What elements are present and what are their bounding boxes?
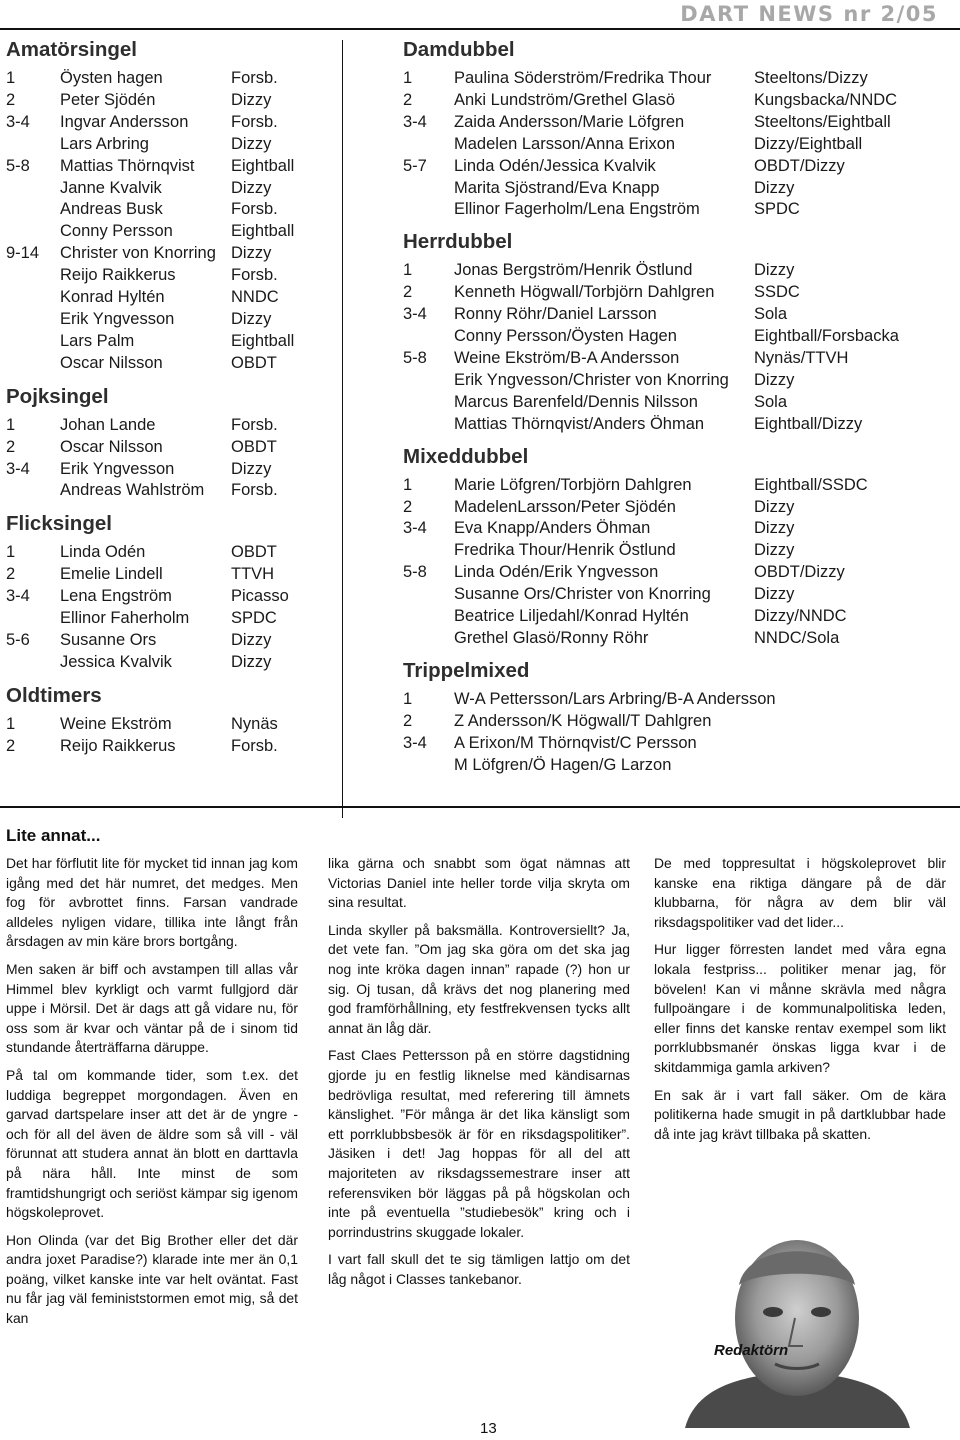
result-place: 2 [6, 565, 16, 584]
result-place: 3-4 [6, 459, 30, 478]
section-divider [0, 806, 960, 808]
result-name: Mattias Thörnqvist/Anders Öhman [454, 414, 705, 433]
result-row [6, 243, 336, 265]
result-club: Dizzy [754, 585, 795, 604]
result-name: Ellinor Fagerholm/Lena Engström [454, 200, 700, 219]
result-club: Forsb. [231, 266, 278, 285]
result-club: Dizzy [754, 370, 795, 389]
result-name: Z Andersson/K Högwall/T Dahlgren [454, 711, 712, 730]
result-row [403, 68, 943, 90]
result-name: Weine Ekström [60, 714, 172, 733]
result-name: Conny Persson/Öysten Hagen [454, 327, 677, 346]
article-paragraph: Linda skyller på baksmälla. Kontroversiellt? Ja, det vete fan. ”Om jag ska göra om det ska jag nog inte kröka dagen innan” rapade (?) hon ur sig. Oj tusan, då krävs det nog planering med god framförhållning, ety festfrekvensen tycks allt annat än låg där. [328, 921, 630, 1036]
result-row [403, 606, 943, 628]
photo-caption: Redaktörn [714, 1342, 789, 1359]
result-club: Dizzy [754, 261, 795, 280]
result-name: Andreas Wahlström [60, 481, 205, 500]
result-club: Dizzy [231, 90, 272, 109]
article-paragraph: De med toppresultat i högskoleprovet blir kanske ena riktiga dängare på de där klubbarna, för några av dem blir väl riksdagspolitiker vad det lider... [654, 855, 946, 930]
article-column-2 [328, 854, 630, 1297]
result-name: Eva Knapp/Anders Öhman [454, 519, 651, 538]
result-place: 2 [403, 497, 413, 516]
result-place: 1 [6, 543, 16, 562]
result-club: Forsb. [231, 481, 278, 500]
result-row [6, 353, 336, 375]
result-row [403, 392, 943, 414]
result-row [403, 282, 943, 304]
result-place: 3-4 [403, 112, 427, 131]
result-row [403, 326, 943, 348]
result-place: 1 [403, 689, 413, 708]
results-section [403, 38, 943, 221]
result-name: Marita Sjöstrand/Eva Knapp [454, 178, 660, 197]
result-club: TTVH [231, 565, 275, 584]
result-club: Dizzy [231, 244, 272, 263]
result-row [403, 689, 943, 711]
result-place [403, 540, 454, 562]
result-club: Sola [754, 392, 788, 411]
result-row [6, 331, 336, 353]
result-row [6, 134, 336, 156]
result-row [403, 199, 943, 221]
result-row [403, 628, 943, 650]
result-place [6, 309, 60, 331]
result-club: SPDC [231, 609, 277, 628]
result-place [403, 370, 454, 392]
result-place [403, 606, 454, 628]
result-club: NNDC/Sola [754, 628, 840, 647]
result-place: 1 [6, 69, 16, 87]
result-row [6, 199, 336, 221]
result-row [6, 178, 336, 200]
result-club: Forsb. [231, 200, 278, 219]
result-row [403, 518, 943, 540]
result-row [6, 112, 336, 134]
result-club: OBDT [231, 543, 277, 562]
result-club: Dizzy [754, 178, 795, 197]
result-name: Reijo Raikkerus [60, 266, 176, 285]
section-title: Oldtimers [6, 683, 102, 707]
result-place: 3-4 [403, 305, 427, 324]
result-name: Oscar Nilsson [60, 437, 163, 456]
result-club: OBDT/Dizzy [754, 156, 845, 175]
result-name: MadelenLarsson/Peter Sjödén [454, 497, 676, 516]
result-place: 3-4 [6, 112, 30, 131]
result-club: Eightball/SSDC [754, 475, 868, 494]
result-row [6, 652, 336, 674]
result-row [6, 480, 336, 502]
results-section [6, 385, 336, 503]
result-row [403, 260, 943, 282]
result-place: 2 [6, 736, 16, 755]
result-place: 9-14 [6, 244, 40, 263]
result-row [403, 584, 943, 606]
results-section [6, 684, 336, 758]
result-row [6, 542, 336, 564]
result-row [6, 265, 336, 287]
result-place [6, 353, 60, 375]
result-place: 5-6 [6, 630, 30, 649]
result-place: 5-8 [403, 348, 427, 367]
result-name: Erik Yngvesson [60, 309, 175, 328]
result-place [6, 199, 60, 221]
result-name: Oscar Nilsson [60, 353, 163, 372]
result-name: Mattias Thörnqvist [60, 156, 195, 175]
result-club: Steeltons/Eightball [754, 112, 891, 131]
result-club: Picasso [231, 587, 289, 606]
result-club: Sola [754, 305, 788, 324]
result-club: Forsb. [231, 736, 278, 755]
result-row [403, 90, 943, 112]
result-club: Forsb. [231, 69, 278, 87]
result-place: 1 [6, 415, 16, 434]
result-name: Anki Lundström/Grethel Glasö [454, 90, 676, 109]
result-place: 2 [403, 711, 413, 730]
result-row [403, 370, 943, 392]
result-name: Susanne Ors/Christer von Knorring [454, 585, 711, 604]
result-name: Johan Lande [60, 415, 156, 434]
result-name: Emelie Lindell [60, 565, 163, 584]
result-place [403, 584, 454, 606]
result-place [403, 628, 454, 650]
result-row [6, 630, 336, 652]
result-club: SSDC [754, 283, 800, 302]
result-club: Dizzy [231, 652, 272, 671]
result-place [6, 331, 60, 353]
result-name: Kenneth Högwall/Torbjörn Dahlgren [454, 283, 715, 302]
article-paragraph: Men saken är biff och avstampen till allas vår Himmel blev kyrkligt och varmt fullgjord där uppe i Mörsil. Det är dags att gå vidare nu, för oss som är kvar och väntar på de i sinom tid stundande återträffarna däruppe. [6, 960, 298, 1056]
result-row [403, 755, 943, 777]
result-place [6, 134, 60, 156]
result-place: 2 [403, 283, 413, 302]
result-club: Eightball [231, 222, 295, 241]
result-club: OBDT [231, 353, 277, 372]
result-club: Dizzy/NNDC [754, 607, 847, 626]
result-name: Lena Engström [60, 587, 172, 606]
result-row [403, 733, 943, 755]
result-club: Dizzy [231, 630, 272, 649]
result-row [403, 156, 943, 178]
result-place [403, 134, 454, 156]
result-name: Linda Odén [60, 543, 146, 562]
result-row [403, 475, 943, 497]
result-name: Paulina Söderström/Fredrika Thour [454, 69, 712, 87]
result-row [403, 134, 943, 156]
result-row [6, 459, 336, 481]
result-club: Dizzy [754, 519, 795, 538]
result-row [6, 68, 336, 90]
result-name: A Erixon/M Thörnqvist/C Persson [454, 733, 697, 752]
result-place [403, 755, 454, 777]
result-club: Kungsbacka/NNDC [754, 90, 898, 109]
result-place [6, 265, 60, 287]
result-club: Eightball/Forsbacka [754, 327, 899, 346]
result-name: Peter Sjödén [60, 90, 156, 109]
result-place: 1 [6, 714, 16, 733]
section-title: Amatörsingel [6, 38, 137, 61]
result-row [6, 287, 336, 309]
result-place: 2 [6, 437, 16, 456]
result-name: Linda Odén/Jessica Kvalvik [454, 156, 656, 175]
result-row [6, 309, 336, 331]
section-title: Flicksingel [6, 512, 112, 536]
result-row [403, 178, 943, 200]
result-place: 2 [6, 90, 16, 109]
result-place [6, 221, 60, 243]
result-club: Forsb. [231, 415, 278, 434]
results-section [403, 445, 943, 650]
result-club: OBDT/Dizzy [754, 563, 845, 582]
result-club: NNDC [231, 288, 279, 307]
result-name: M Löfgren/Ö Hagen/G Larzon [454, 755, 672, 774]
results-section [6, 512, 336, 673]
result-name: Reijo Raikkerus [60, 736, 176, 755]
result-place [6, 608, 60, 630]
result-name: Susanne Ors [60, 630, 157, 649]
result-row [403, 304, 943, 326]
result-place [6, 652, 60, 674]
result-place [6, 287, 60, 309]
result-club: Nynäs/TTVH [754, 348, 849, 367]
result-row [403, 497, 943, 519]
result-row [403, 562, 943, 584]
result-row [6, 415, 336, 437]
result-row [403, 414, 943, 436]
editor-photo [655, 1200, 938, 1428]
result-name: Marie Löfgren/Torbjörn Dahlgren [454, 475, 692, 494]
result-club: SPDC [754, 200, 800, 219]
result-place: 3-4 [6, 587, 30, 606]
left-results-column [6, 38, 336, 758]
editor-portrait-image [655, 1200, 938, 1428]
result-row [6, 714, 336, 736]
article-paragraph: En sak är i vart fall säker. Om de kära politikerna hade smugit in på dartklubbar hade då inte jag krävt tillbaka på skatten. [654, 1086, 946, 1142]
result-row [6, 608, 336, 630]
results-section [6, 38, 336, 375]
result-club: Nynäs [231, 714, 278, 733]
result-name: Jessica Kvalvik [60, 652, 172, 671]
masthead: DART NEWS nr 2/05 [680, 2, 938, 26]
result-row [403, 711, 943, 733]
result-place: 2 [403, 90, 413, 109]
result-name: Conny Persson [60, 222, 173, 241]
result-row [6, 437, 336, 459]
result-place [6, 480, 60, 502]
result-club: Dizzy [754, 497, 795, 516]
section-title: Damdubbel [403, 38, 515, 61]
result-place: 1 [403, 475, 413, 494]
article-paragraph: I vart fall skull det te sig tämligen lattjo om det låg något i Classes tankebanor. [328, 1251, 630, 1287]
result-place [403, 326, 454, 348]
article-paragraph: Det har förflutit lite för mycket tid innan jag kom igång med det här numret, det medges. Men fog för avbrottet finns. Farsan vandrade alldeles nyligen vidare, tillika inte långt från årsdagen av min käre brors bortgång. [6, 855, 298, 950]
result-row [403, 112, 943, 134]
result-name: Ingvar Andersson [60, 112, 189, 131]
result-club: Steeltons/Dizzy [754, 69, 868, 87]
result-club: Eightball [231, 156, 295, 175]
result-place: 5-7 [403, 156, 427, 175]
result-name: Konrad Hyltén [60, 288, 165, 307]
result-place [403, 392, 454, 414]
result-club: Dizzy [231, 309, 272, 328]
top-rule [0, 28, 960, 30]
result-name: Lars Palm [60, 331, 135, 350]
result-name: Weine Ekström/B-A Andersson [454, 348, 680, 367]
result-name: Marcus Barenfeld/Dennis Nilsson [454, 392, 698, 411]
result-row [403, 348, 943, 370]
result-place [403, 178, 454, 200]
result-row [6, 736, 336, 758]
result-name: Erik Yngvesson/Christer von Knorring [454, 370, 729, 389]
results-section [403, 230, 943, 435]
result-name: Ellinor Faherholm [60, 609, 190, 628]
section-title: Herrdubbel [403, 230, 513, 254]
result-name: Jonas Bergström/Henrik Östlund [454, 261, 693, 280]
right-results-column [403, 38, 943, 776]
result-place [403, 199, 454, 221]
result-name: Madelen Larsson/Anna Erixon [454, 134, 676, 153]
section-title: Mixeddubbel [403, 444, 529, 468]
result-name: Grethel Glasö/Ronny Röhr [454, 628, 649, 647]
result-name: Christer von Knorring [60, 244, 216, 263]
result-name: Ronny Röhr/Daniel Larsson [454, 305, 657, 324]
result-name: Linda Odén/Erik Yngvesson [454, 563, 659, 582]
result-name: Lars Arbring [60, 134, 149, 153]
result-row [6, 564, 336, 586]
result-name: Öysten hagen [60, 69, 163, 87]
result-name: Fredrika Thour/Henrik Östlund [454, 541, 676, 560]
result-club: Dizzy [754, 541, 795, 560]
result-row [6, 586, 336, 608]
result-name: Andreas Busk [60, 200, 163, 219]
result-club: Dizzy/Eightball [754, 134, 863, 153]
column-divider [342, 40, 343, 818]
result-club: OBDT [231, 437, 277, 456]
result-club: Dizzy [231, 178, 272, 197]
result-name: Janne Kvalvik [60, 178, 162, 197]
result-club: Eightball [231, 331, 295, 350]
result-row [6, 221, 336, 243]
results-section [403, 659, 943, 777]
result-name: W-A Pettersson/Lars Arbring/B-A Andersson [454, 689, 776, 708]
result-name: Beatrice Liljedahl/Konrad Hyltén [454, 607, 689, 626]
article-column-3 [654, 854, 946, 1152]
result-row [6, 90, 336, 112]
result-club: Dizzy [231, 459, 272, 478]
result-club: Dizzy [231, 134, 272, 153]
section-title: Trippelmixed [403, 658, 530, 682]
result-place: 5-8 [403, 563, 427, 582]
page-number: 13 [480, 1420, 497, 1437]
result-row [403, 540, 943, 562]
article-paragraph: Hur ligger förresten landet med våra egna lokala festpriss... politiker menar jag, för bövelen! Kan vi månne skrävla med några fullpoängare i de kommunalpolitiska leden, eller finns det kanske rentav exempel som likt porrklubbsmanér önskas ligga kvar i de skitdammiga gamla arkiven? [654, 941, 946, 1075]
result-place: 3-4 [403, 519, 427, 538]
result-club: Forsb. [231, 112, 278, 131]
result-name: Erik Yngvesson [60, 459, 175, 478]
result-name: Zaida Andersson/Marie Löfgren [454, 112, 685, 131]
result-place [6, 178, 60, 200]
article-title: Lite annat... [6, 826, 101, 845]
article-paragraph: På tal om kommande tider, som t.ex. det luddiga begreppet morgondagen. Även en garvad dartspelare inser att det är de yngre - och för all del även de äldre som så vill - väl förunnat att studera annat än blott en darttavla på nära håll. Inte minst de som framtidshungrigt och seriöst kämpar sig igenom högskoleprovet. [6, 1066, 298, 1221]
result-club: Eightball/Dizzy [754, 414, 863, 433]
article-paragraph: Fast Claes Pettersson på en större dagstidning gjorde ju en festlig liknelse med kändisarnas bedrövliga resultat, med referering till ämnets känslighet. ”För många är det lika känsligt som ett porrklubbsbesök är för en riksdagspolitiker”. Jäsiken i det! Jag hoppas för all del att majoriteten av riksdagssemestrare inser att referensviken bör läggas på på högskolan och inte på eventuella ”studiebesök” kring och i porrindustrins skuggade lokaler. [328, 1047, 630, 1240]
result-place [403, 414, 454, 436]
result-place: 1 [403, 69, 413, 87]
article-column-1 [6, 854, 298, 1337]
result-place: 3-4 [403, 733, 427, 752]
result-row [6, 156, 336, 178]
result-place: 1 [403, 261, 413, 280]
article-paragraph: Hon Olinda (var det Big Brother eller det där andra joxet Paradise?) klarade inte mer än 0,1 poäng, vilket kanske inte var helt oväntat. Fast nu får jag väl feministstormen emot mig, så det kan [6, 1231, 298, 1327]
result-place: 5-8 [6, 156, 30, 175]
article-paragraph: lika gärna och snabbt som ögat nämnas att Victorias Daniel inte heller torde vilja skryta om sina resultat. [328, 855, 630, 911]
section-title: Pojksingel [6, 384, 109, 408]
